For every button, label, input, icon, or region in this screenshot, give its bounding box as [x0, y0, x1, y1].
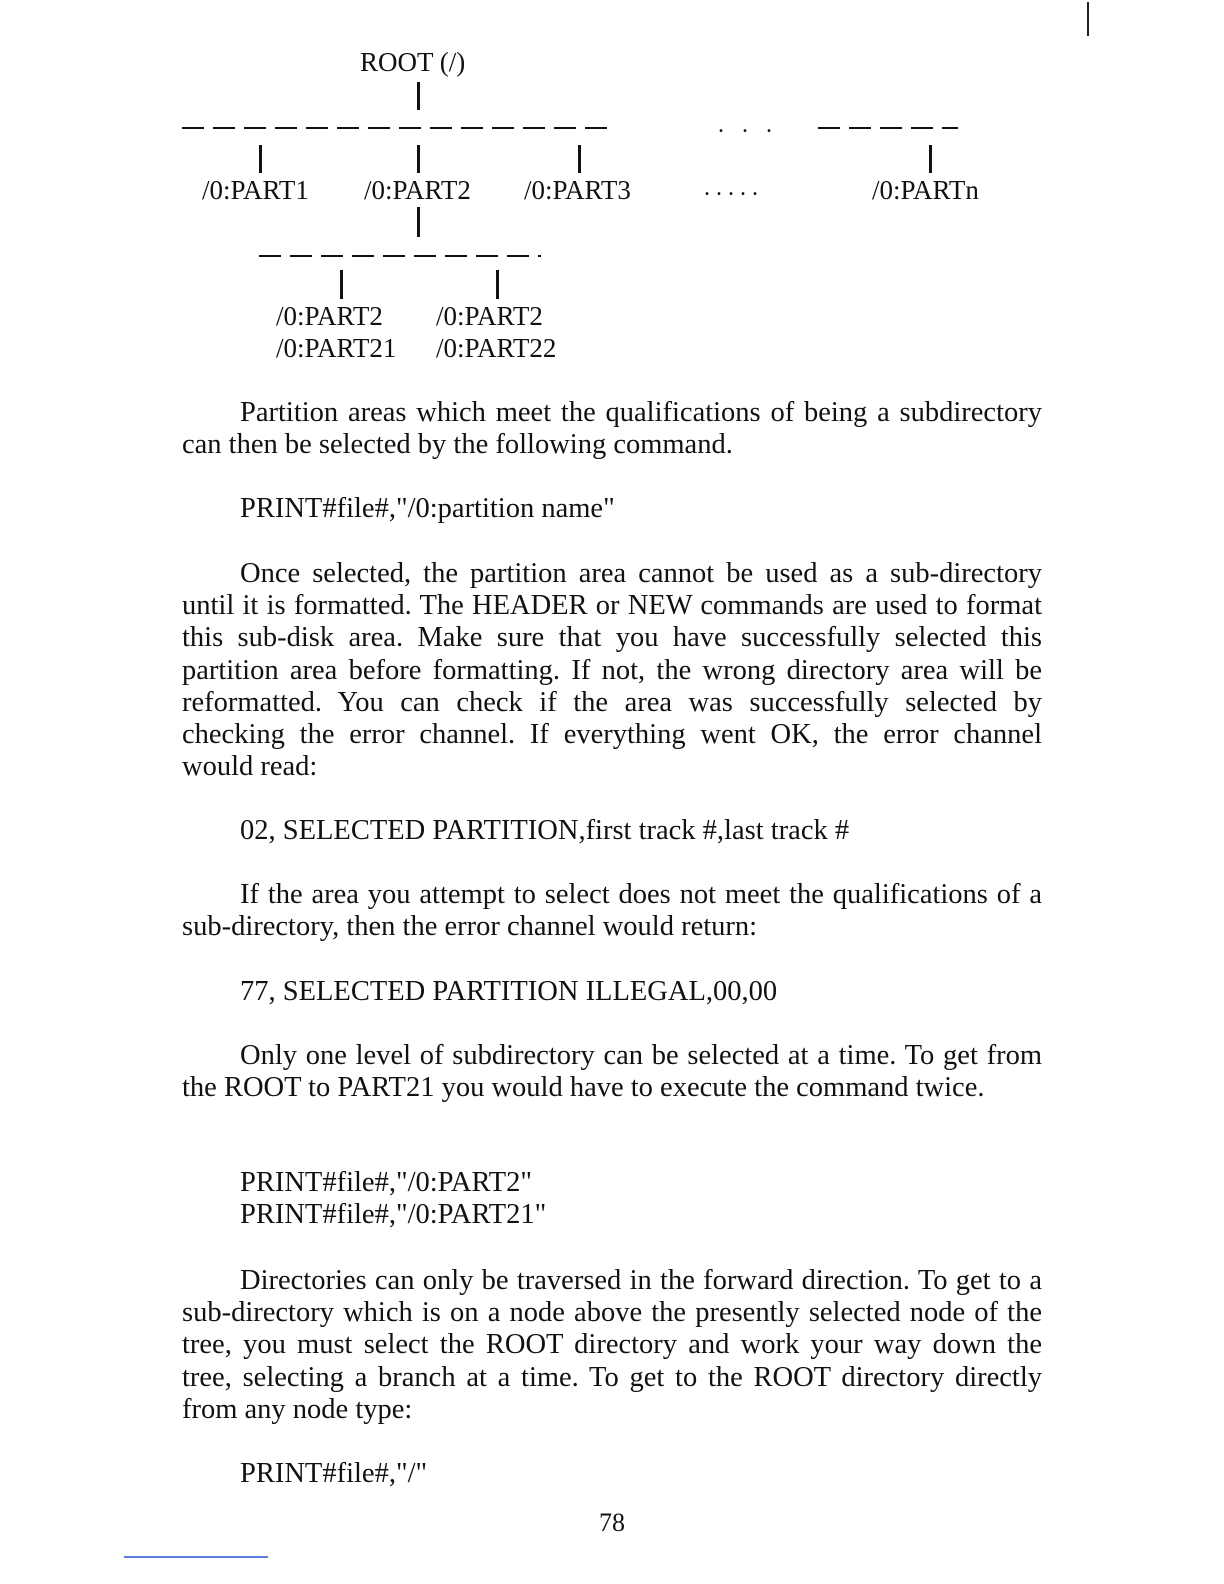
footer-rule	[124, 1556, 268, 1558]
tree-node-part21-line2: /0:PART21	[276, 333, 397, 363]
tree-node-part21	[276, 300, 396, 364]
tree-ellipsis-mid: .....	[704, 175, 764, 201]
tree-node-part22-line1: /0:PART2	[436, 301, 543, 331]
tree-stem-part3	[578, 145, 581, 173]
tree-stem-partn	[929, 145, 932, 173]
paragraph-subdirectory-selection: Partition areas which meet the qualifications of being a subdirectory can then be selected by the following command.	[182, 397, 1042, 461]
tree-ellipsis-top: . . .	[718, 112, 778, 138]
tree-stem-part21	[340, 270, 343, 299]
tree-root-stem	[417, 82, 420, 110]
tree-node-part3: /0:PART3	[524, 175, 631, 205]
status-selected-partition: 02, SELECTED PARTITION,first track #,last track #	[240, 815, 850, 846]
tree-stem-part2-children	[417, 207, 420, 237]
tree-level1-branch-line	[182, 127, 610, 129]
tree-node-part22-line2: /0:PART22	[436, 333, 557, 363]
tree-node-part2: /0:PART2	[364, 175, 471, 205]
page-number: 78	[599, 1508, 625, 1537]
scan-edge-mark	[1087, 2, 1089, 36]
command-select-part21: PRINT#file#,"/0:PART21"	[240, 1199, 547, 1231]
command-select-partition: PRINT#file#,"/0:partition name"	[240, 493, 615, 524]
tree-node-part22	[436, 300, 556, 364]
tree-node-partn: /0:PARTn	[872, 175, 979, 205]
tree-level1-branch-line-end	[818, 127, 958, 129]
tree-node-part1: /0:PART1	[202, 175, 309, 205]
tree-node-part21-line1: /0:PART2	[276, 301, 383, 331]
tree-stem-part22	[496, 270, 499, 299]
tree-root-label: ROOT (/)	[360, 47, 466, 77]
paragraph-illegal-selection: If the area you attempt to select does not meet the qualifications of a sub-directory, then the error channel would return:	[182, 879, 1042, 943]
paragraph-one-level: Only one level of subdirectory can be selected at a time. To get from the ROOT to PART21 you would have to execute the command twice.	[182, 1040, 1042, 1104]
status-selected-partition-illegal: 77, SELECTED PARTITION ILLEGAL,00,00	[240, 976, 778, 1007]
command-select-root: PRINT#file#,"/"	[240, 1458, 428, 1489]
command-block-part21	[240, 1167, 546, 1231]
tree-stem-part1	[259, 145, 262, 173]
command-select-part2: PRINT#file#,"/0:PART2"	[240, 1167, 533, 1198]
tree-level2-branch-line	[259, 255, 541, 257]
tree-stem-part2	[417, 145, 420, 173]
paragraph-formatting: Once selected, the partition area cannot be used as a sub-directory until it is formatted. The HEADER or NEW commands are used to format this sub-disk area. Make sure that you have successfully selected this partition area before formatting. If not, the wrong directory area will be reformatted. You can check if the area was successfully selected by checking the error channel. If everything went OK, the error channel would read:	[182, 558, 1042, 783]
paragraph-traversal: Directories can only be traversed in the forward direction. To get to a sub-directory which is on a node above the presently selected node of the tree, you must select the ROOT directory and work your way down the tree, selecting a branch at a time. To get to the ROOT directory directly from any node type:	[182, 1265, 1042, 1425]
